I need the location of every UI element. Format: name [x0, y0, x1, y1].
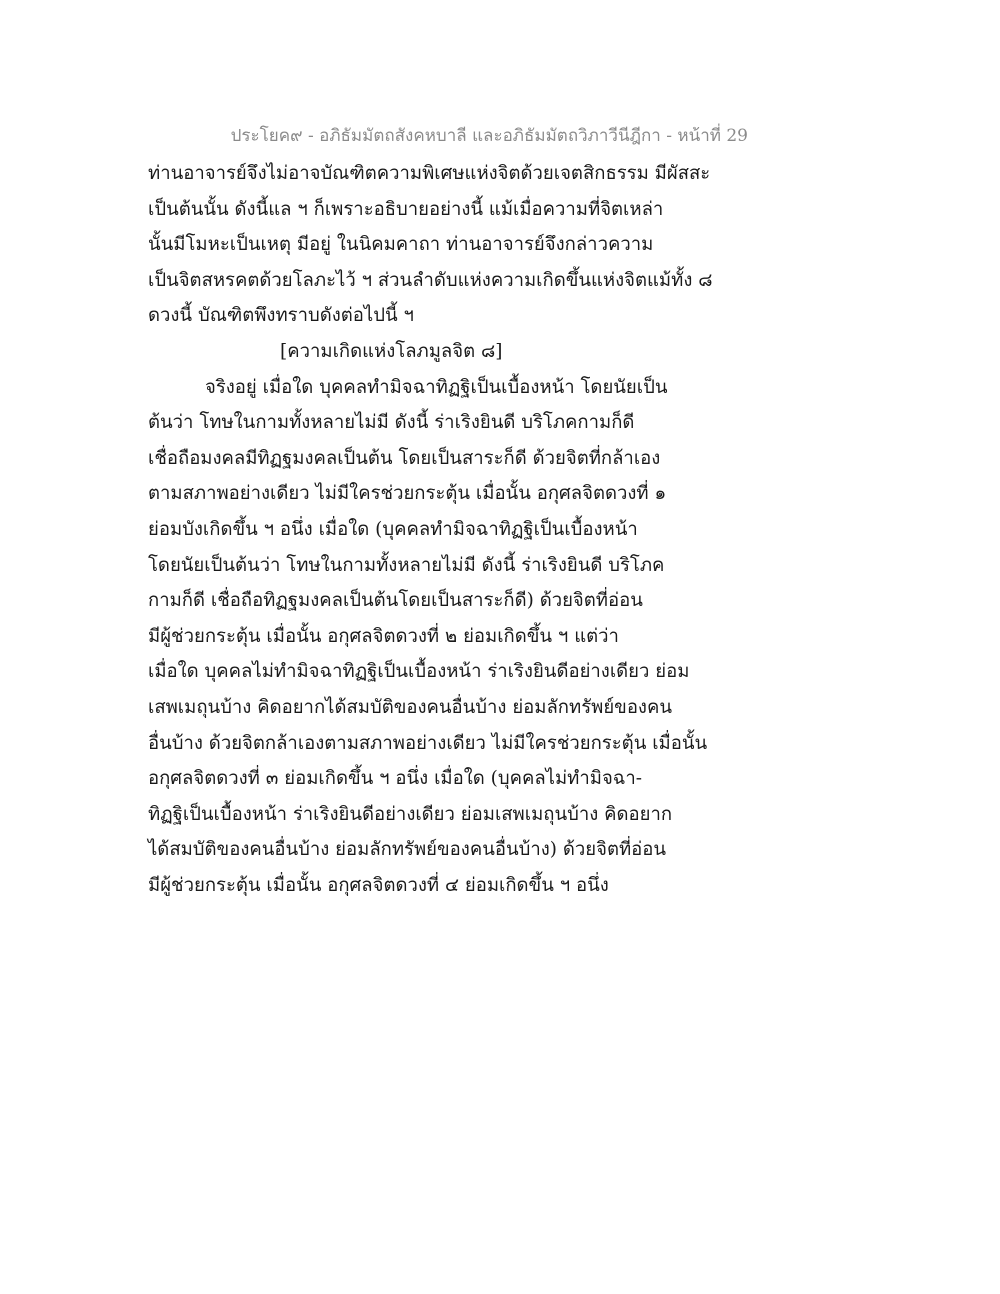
text-line: โดยนัยเป็นต้นว่า โทษในกามทั้งหลายไม่มี ดังนี้ ร่าเริงยินดี บริโภค: [148, 554, 665, 576]
text-line: เป็นจิตสหรคตด้วยโลภะไว้ ฯ ส่วนลำดับแห่งความเกิดขึ้นแห่งจิตแม้ทั้ง ๘: [148, 269, 713, 291]
text-line: อกุศลจิตดวงที่ ๓ ย่อมเกิดขึ้น ฯ อนึ่ง เมื่อใด (บุคคลไม่ทำมิจฉา-: [148, 768, 643, 790]
text-line: ย่อมบังเกิดขึ้น ฯ อนึ่ง เมื่อใด (บุคคลทำมิจฉาทิฏฐิเป็นเบื้องหน้า: [148, 518, 638, 540]
text-line: ท่านอาจารย์จึงไม่อาจบัณฑิตความพิเศษแห่งจิตด้วยเจตสิกธรรม มีผัสสะ: [148, 163, 711, 184]
paragraph: [148, 156, 748, 334]
text-line: อื่นบ้าง ด้วยจิตกล้าเองตามสภาพอย่างเดียว ไม่มีใครช่วยกระตุ้น เมื่อนั้น: [148, 732, 708, 754]
text-line: นั้นมีโมหะเป็นเหตุ มีอยู่ ในนิคมคาถา ท่านอาจารย์จึงกล่าวความ: [148, 234, 654, 256]
text-line: มีผู้ช่วยกระตุ้น เมื่อนั้น อกุศลจิตดวงที่ ๔ ย่อมเกิดขึ้น ฯ อนึ่ง: [148, 874, 609, 896]
text-line: ทิฏฐิเป็นเบื้องหน้า ร่าเริงยินดีอย่างเดียว ย่อมเสพเมถุนบ้าง คิดอยาก: [148, 803, 673, 825]
text-line: มีผู้ช่วยกระตุ้น เมื่อนั้น อกุศลจิตดวงที่ ๒ ย่อมเกิดขึ้น ฯ แต่ว่า: [148, 625, 619, 647]
text-line: จริงอยู่ เมื่อใด บุคคลทำมิจฉาทิฏฐิเป็นเบื้องหน้า โดยนัยเป็น: [205, 376, 668, 398]
body-text: [148, 156, 748, 903]
text-line: กามก็ดี เชื่อถือทิฏฐมงคลเป็นต้นโดยเป็นสาระก็ดี) ด้วยจิตที่อ่อน: [148, 590, 643, 612]
text-line: เชื่อถือมงคลมีทิฏฐมงคลเป็นต้น โดยเป็นสาระก็ดี ด้วยจิตที่กล้าเอง: [148, 447, 661, 469]
text-line: เป็นต้นนั้น ดังนี้แล ฯ ก็เพราะอธิบายอย่างนี้ แม้เมื่อความที่จิตเหล่า: [148, 198, 664, 220]
text-line: ตามสภาพอย่างเดียว ไม่มีใครช่วยกระตุ้น เมื่อนั้น อกุศลจิตดวงที่ ๑: [148, 483, 667, 505]
text-line: ดวงนี้ บัณฑิตพึงทราบดังต่อไปนี้ ฯ: [148, 305, 414, 327]
text-line: เมื่อใด บุคคลไม่ทำมิจฉาทิฏฐิเป็นเบื้องหน้า ร่าเริงยินดีอย่างเดียว ย่อม: [148, 661, 690, 683]
running-header: ประโยค๙ - อภิธัมมัตถสังคหบาลี และอภิธัมมัตถวิภาวีนีฎีกา - หน้าที่ 29: [230, 126, 748, 146]
text-line: ต้นว่า โทษในกามทั้งหลายไม่มี ดังนี้ ร่าเริงยินดี บริโภคกามก็ดี: [148, 412, 635, 434]
text-line: เสพเมถุนบ้าง คิดอยากได้สมบัติของคนอื่นบ้าง ย่อมลักทรัพย์ของคน: [148, 696, 672, 718]
text-line: ได้สมบัติของคนอื่นบ้าง ย่อมลักทรัพย์ของคนอื่นบ้าง) ด้วยจิตที่อ่อน: [148, 839, 667, 861]
section-heading: [ความเกิดแห่งโลภมูลจิต ๘]: [280, 340, 503, 362]
paragraph: [148, 370, 748, 904]
